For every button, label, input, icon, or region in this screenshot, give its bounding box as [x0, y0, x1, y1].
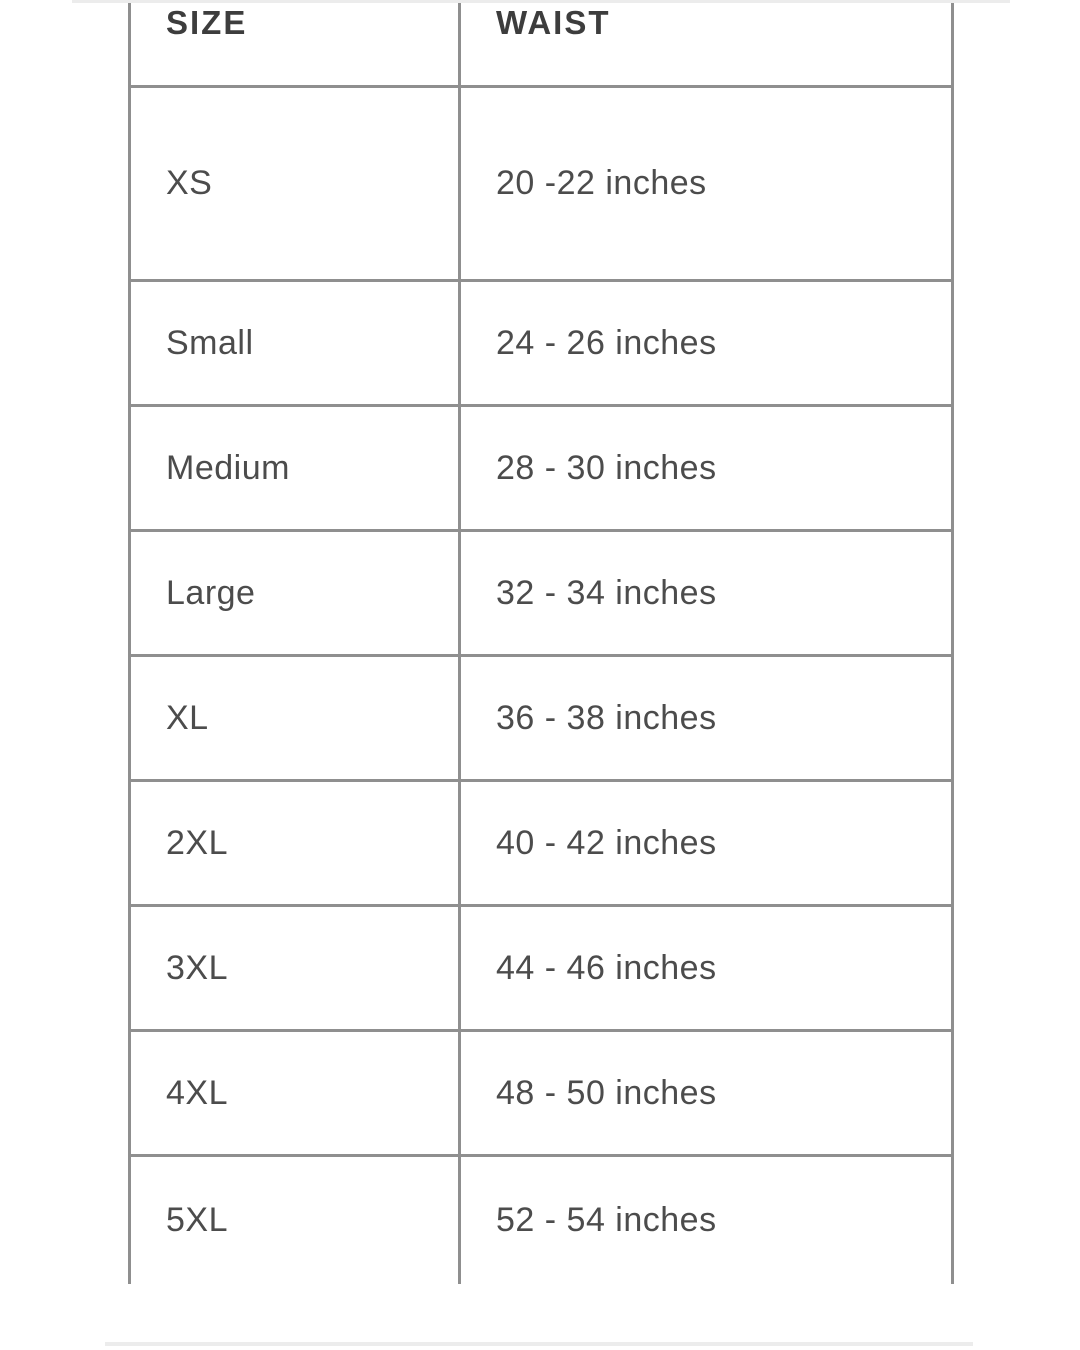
waist-cell: 20 -22 inches — [460, 87, 953, 281]
waist-cell: 40 - 42 inches — [460, 781, 953, 906]
size-cell: XL — [130, 656, 460, 781]
waist-column-header: WAIST — [460, 0, 953, 87]
table-row-2xl — [130, 781, 953, 906]
waist-cell: 28 - 30 inches — [460, 406, 953, 531]
size-cell: 2XL — [130, 781, 460, 906]
table-row-xl — [130, 656, 953, 781]
size-cell: Medium — [130, 406, 460, 531]
size-cell: Small — [130, 281, 460, 406]
waist-cell: 24 - 26 inches — [460, 281, 953, 406]
waist-cell: 52 - 54 inches — [460, 1156, 953, 1284]
top-divider — [72, 0, 1010, 3]
size-cell: 3XL — [130, 906, 460, 1031]
size-cell: 5XL — [130, 1156, 460, 1284]
waist-cell: 44 - 46 inches — [460, 906, 953, 1031]
table-row-large — [130, 531, 953, 656]
table-row-small — [130, 281, 953, 406]
bottom-divider — [105, 1342, 973, 1346]
waist-cell: 36 - 38 inches — [460, 656, 953, 781]
size-cell: XS — [130, 87, 460, 281]
table-row-medium — [130, 406, 953, 531]
table-row-3xl — [130, 906, 953, 1031]
waist-cell: 48 - 50 inches — [460, 1031, 953, 1156]
size-column-header: SIZE — [130, 0, 460, 87]
waist-cell: 32 - 34 inches — [460, 531, 953, 656]
table-row-4xl — [130, 1031, 953, 1156]
table-row-xs — [130, 87, 953, 281]
size-cell: Large — [130, 531, 460, 656]
table-header-row — [130, 0, 953, 87]
size-chart-table — [128, 0, 954, 1284]
size-cell: 4XL — [130, 1031, 460, 1156]
table-row-5xl — [130, 1156, 953, 1284]
